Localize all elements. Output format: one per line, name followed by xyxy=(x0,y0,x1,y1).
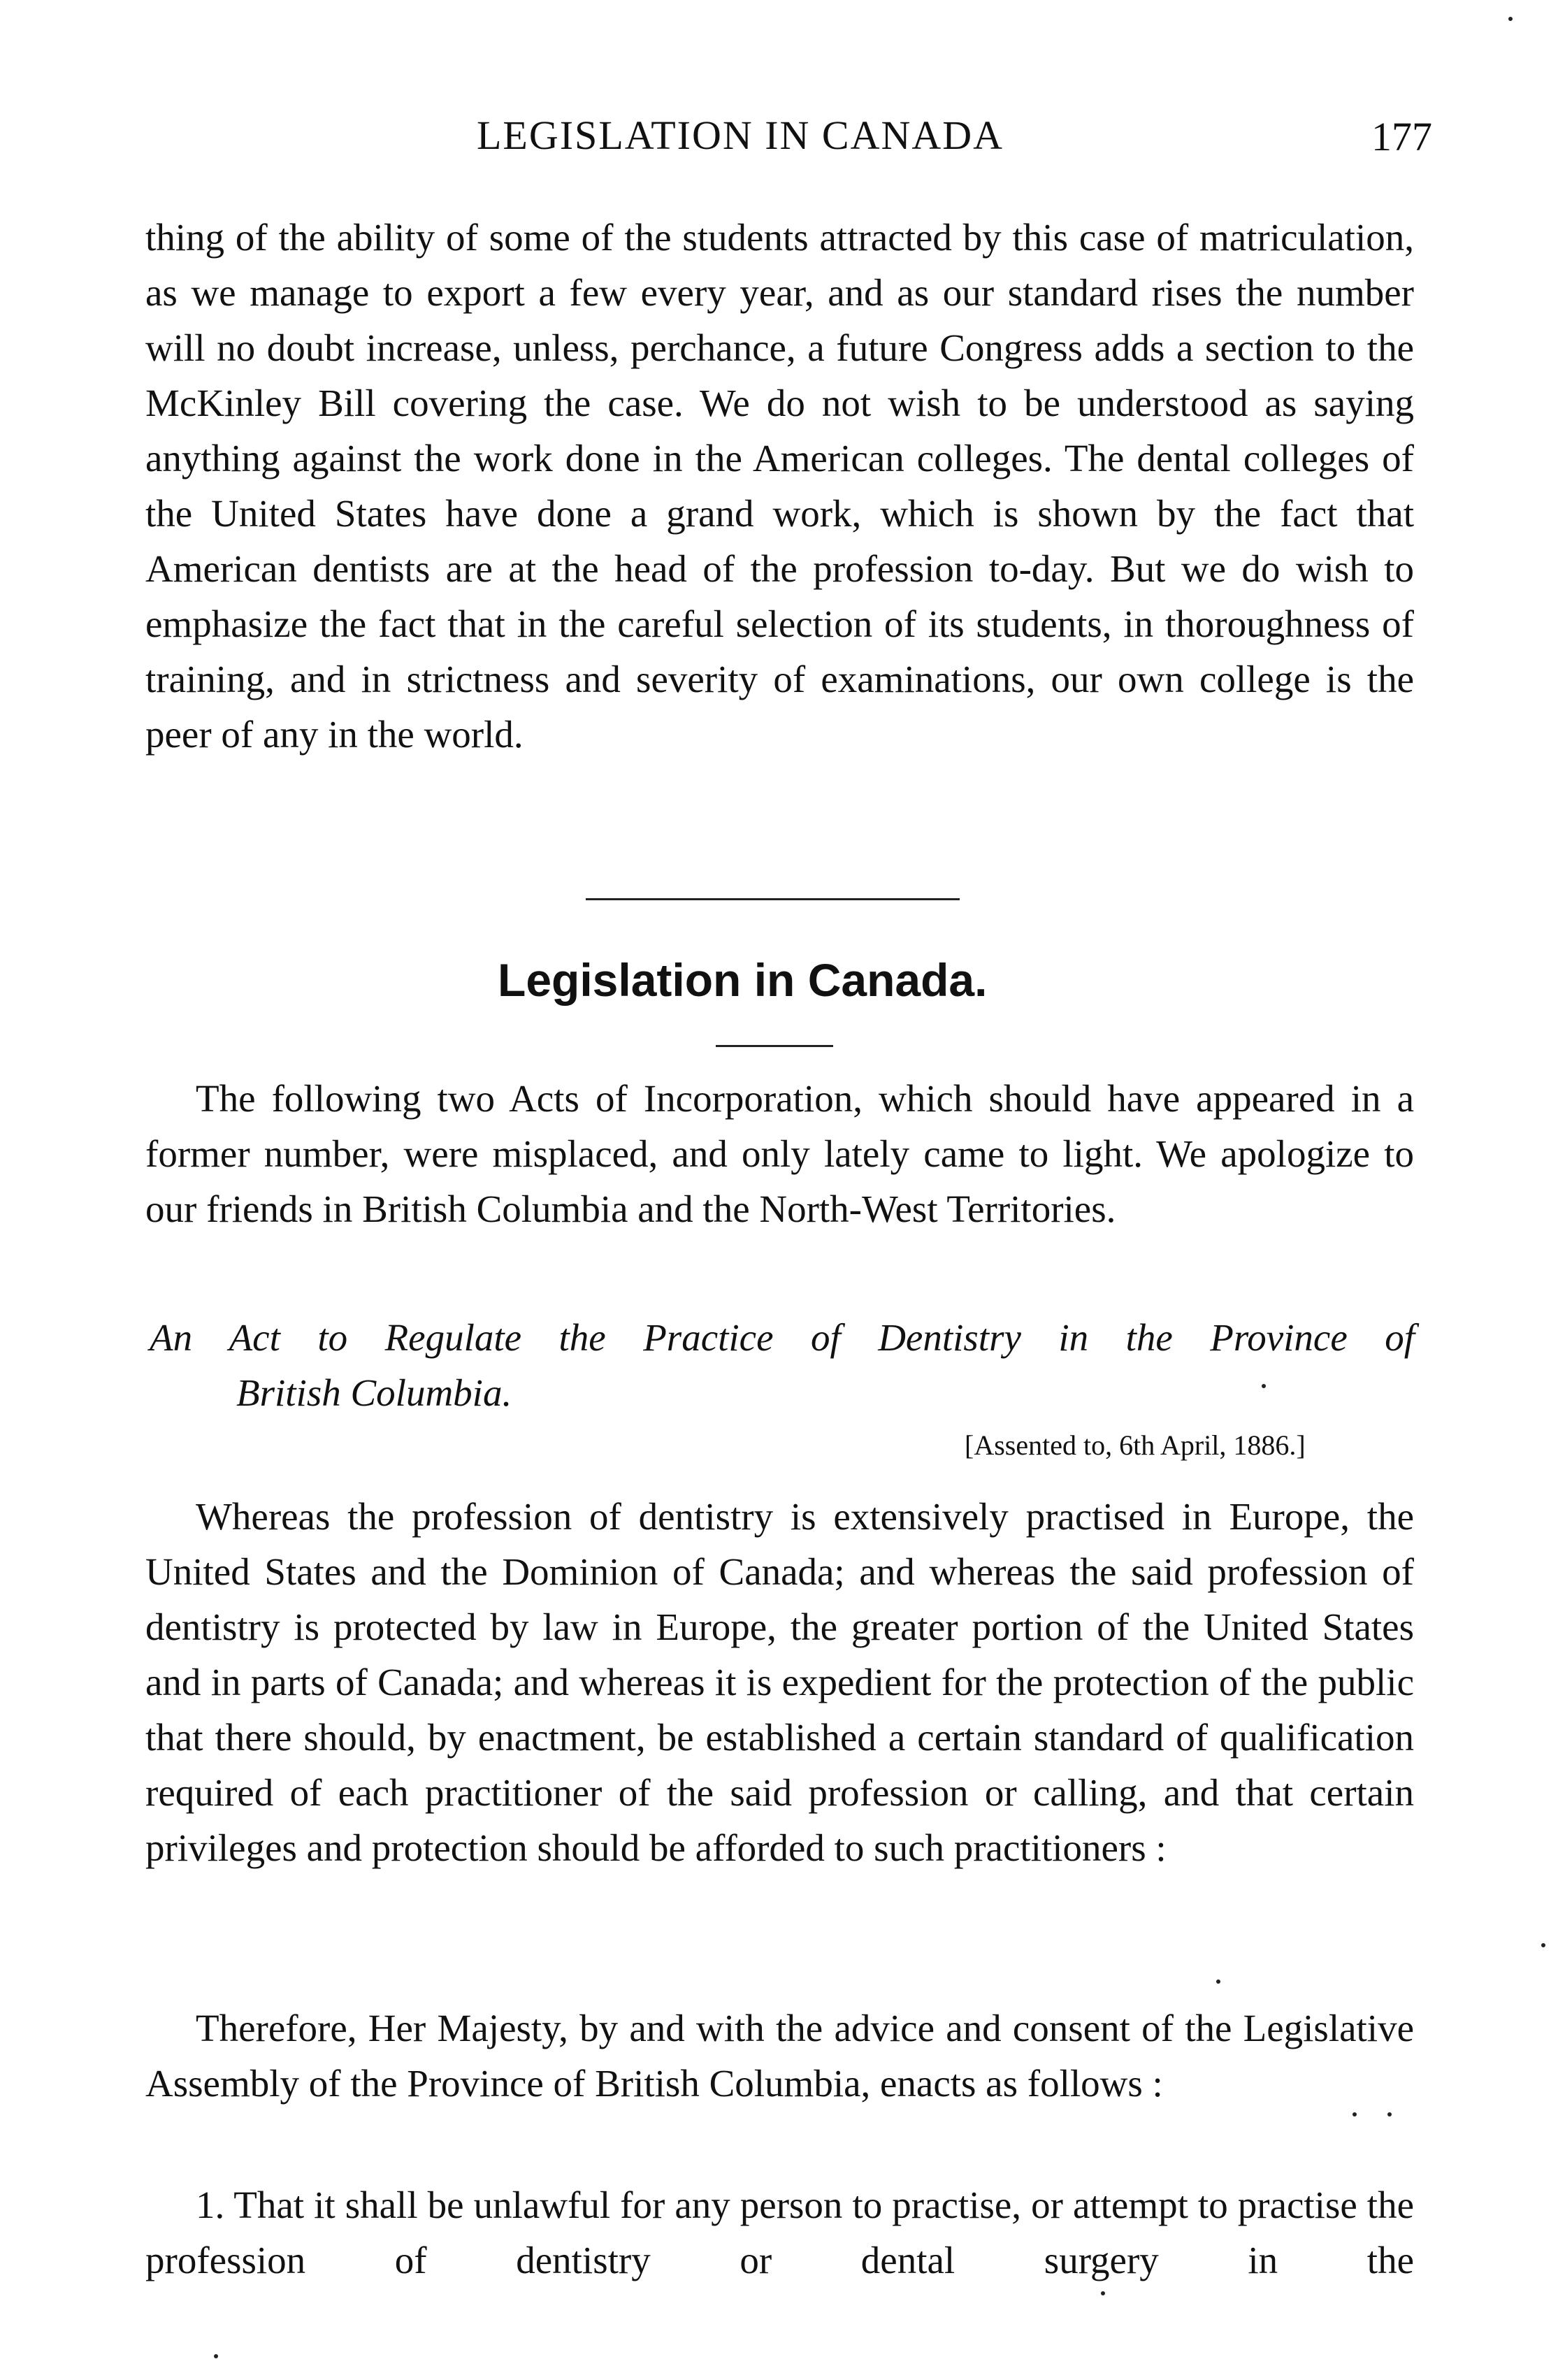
act-title-line-2: British Columbia. xyxy=(236,1371,512,1414)
print-speck xyxy=(1541,1943,1545,1947)
print-speck xyxy=(1387,2112,1392,2116)
section-1-paragraph: 1. That it shall be unlawful for any person to practise, or attempt to practise the profession of dentistry or dental surgery in the xyxy=(145,2184,1414,2281)
section-divider-rule xyxy=(586,898,960,900)
intro-paragraph: The following two Acts of Incorporation, which should have appeared in a former number, were misplaced, and only lately came to light. We apologize to our friends in British Columbia and the North-West Territories. xyxy=(145,1077,1414,1230)
act-title xyxy=(150,1310,1415,1420)
assent-date: [Assented to, 6th April, 1886.] xyxy=(965,1429,1306,1461)
print-speck xyxy=(1508,17,1513,21)
running-head: LEGISLATION IN CANADA xyxy=(477,113,1004,158)
paragraph-continuation: thing of the ability of some of the students attracted by this case of matriculation, as we manage to export a few every year, and as our standard rises the number will no doubt increase, unless, perchance, a future Congress adds a section to the McKinley Bill covering the case. We do not wish to be understood as saying anything against the work done in the American colleges. The dental colleges of the United States have done a grand work, which is shown by the fact that American dentists are at the head of the profession to-day. But we do wish to emphasize the fact that in the careful selection of its students, in thoroughness of training, and in strictness and severity of examinations, our own college is the peer of any in the world. xyxy=(145,216,1414,756)
page-number: 177 xyxy=(1371,114,1432,159)
preamble-paragraph: Whereas the profession of dentistry is extensively practised in Europe, the United States and the Dominion of Canada; and whereas the said profession of dentistry is protected by law in Europe, the greater portion of the United States and in parts of Canada; and whereas it is expedient for the protection of the public that there should, by enactment, be established a certain standard of qualification required of each practitioner of the said profession or calling, and that certain privileges and protection should be afforded to such practitioners : xyxy=(145,1495,1414,1869)
heading-underline-rule xyxy=(716,1045,833,1047)
print-speck xyxy=(1353,2112,1357,2116)
print-speck xyxy=(1262,1384,1266,1388)
print-speck xyxy=(1216,1979,1220,1984)
section-heading: Legislation in Canada. xyxy=(498,954,988,1006)
print-speck xyxy=(214,2354,218,2358)
act-title-line-1: An Act to Regulate the Practice of Dentistry in the Province of xyxy=(150,1316,1415,1359)
enacting-paragraph: Therefore, Her Majesty, by and with the advice and consent of the Legislative Assembly of the Province of British Columbia, enacts as follows : xyxy=(145,2007,1414,2105)
print-speck xyxy=(1101,2291,1105,2295)
